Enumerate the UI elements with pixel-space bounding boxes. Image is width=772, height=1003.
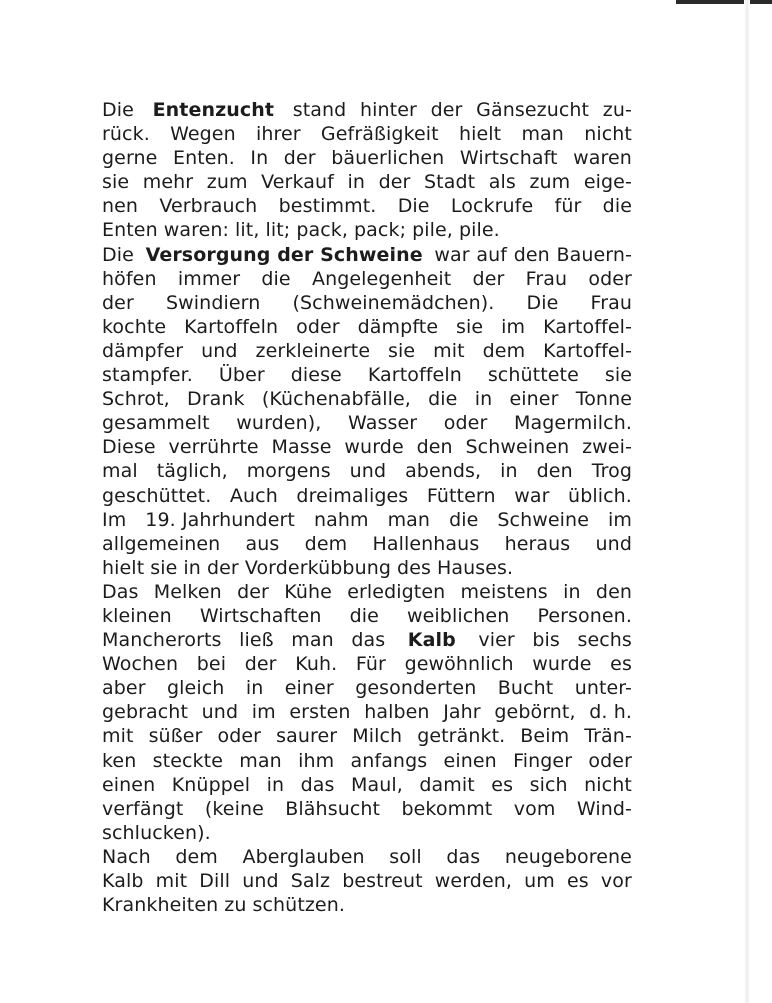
word: 19. Jahrhundert <box>145 508 295 531</box>
word: hinter <box>360 99 417 121</box>
word: kochte <box>102 315 167 338</box>
word: Kuh. <box>295 653 338 676</box>
word: Nach <box>102 845 151 868</box>
text-line <box>102 508 632 532</box>
word: Über <box>218 364 265 387</box>
word: nahm <box>313 508 369 531</box>
word: sie <box>388 339 416 362</box>
word: Für <box>355 653 386 676</box>
bold-term: Versorgung der Schweine <box>145 243 423 266</box>
word: verfängt <box>102 797 184 820</box>
word: und <box>349 460 387 483</box>
word: man <box>291 629 334 652</box>
word: (Küchenabfälle, <box>261 388 411 411</box>
word: und <box>595 532 632 555</box>
word: im <box>251 701 276 724</box>
text-line <box>102 532 632 556</box>
word: in <box>347 171 366 194</box>
word: stand <box>292 99 347 121</box>
word: in <box>500 460 518 483</box>
word: Tonne <box>575 388 632 411</box>
word: waren: <box>163 219 230 242</box>
word: unter- <box>574 677 632 700</box>
word: zwei- <box>582 436 632 459</box>
word: sie <box>150 556 178 579</box>
word: pack, <box>296 219 349 242</box>
word: Kalb <box>102 870 144 892</box>
word: der <box>472 267 505 290</box>
text-line <box>102 893 632 917</box>
word: gebörnt, <box>494 701 576 724</box>
document-body <box>102 98 632 917</box>
word: den <box>416 436 453 459</box>
word: oder <box>588 267 632 290</box>
word: dämpfer <box>102 339 184 362</box>
word: allgemeinen <box>102 532 221 555</box>
word: die <box>449 508 479 531</box>
word: bei <box>196 653 227 676</box>
word: Im <box>102 508 127 531</box>
word: Auch <box>229 484 278 507</box>
word: als <box>488 171 516 194</box>
word: gerne <box>102 147 158 170</box>
word: Die <box>102 99 134 121</box>
bold-term: Kalb <box>407 629 456 652</box>
word: Salz <box>290 870 331 892</box>
word: in <box>245 677 264 700</box>
word: um <box>524 870 555 892</box>
word: vom <box>513 797 556 820</box>
word: pile. <box>458 219 500 242</box>
text-line <box>102 773 632 797</box>
word: der <box>206 556 239 579</box>
word: einer <box>509 388 559 411</box>
word: rück. <box>102 123 150 146</box>
word: es <box>491 773 514 796</box>
word: mit <box>102 725 134 748</box>
word: Kartoffel- <box>543 315 632 338</box>
word: nicht <box>584 123 632 146</box>
word: Mancherorts <box>102 629 222 652</box>
word: für <box>554 195 582 218</box>
word: Magermilch. <box>514 412 632 435</box>
word: dem <box>175 845 218 868</box>
word: Beim <box>520 725 570 748</box>
text-line <box>102 98 632 122</box>
word: gesammelt <box>102 412 210 435</box>
word: Enten. <box>173 147 235 170</box>
word: Die <box>102 243 134 266</box>
word: (keine <box>204 797 264 820</box>
word: zu <box>224 894 247 917</box>
word: der <box>430 99 463 121</box>
word: saurer <box>276 725 338 748</box>
word: Wirtschaften <box>199 604 322 627</box>
word: dem <box>304 532 348 555</box>
word: getränkt. <box>417 725 506 748</box>
word: ihm <box>298 749 335 772</box>
word: der <box>102 291 134 314</box>
word: und <box>201 701 239 724</box>
text-line <box>102 845 632 869</box>
word: Swindiern <box>166 291 261 314</box>
word: im <box>501 315 526 338</box>
word: halben <box>364 701 430 724</box>
word: aber <box>102 677 146 700</box>
word: geschüttet. <box>102 484 212 507</box>
word: verrührte <box>168 436 259 459</box>
word: neugeborene <box>504 845 632 868</box>
word: man <box>521 123 564 146</box>
word: in <box>563 580 581 603</box>
word: ihrer <box>255 123 301 146</box>
word: Kartoffel- <box>543 339 632 362</box>
word: gleich <box>167 677 225 700</box>
word: des <box>397 556 431 579</box>
word: üblich. <box>568 484 632 507</box>
word: zerkleinerte <box>255 339 371 362</box>
word: Diese <box>102 436 156 459</box>
word: vor <box>600 870 632 892</box>
word: sechs <box>577 629 632 652</box>
text-line <box>102 387 632 411</box>
word: stampfer. <box>102 364 193 387</box>
text-line <box>102 797 632 821</box>
word: Hallenhaus <box>372 532 480 555</box>
word: gewöhnlich <box>404 653 514 676</box>
word: oder <box>217 725 262 748</box>
text-line <box>102 315 632 339</box>
word: den <box>513 243 550 266</box>
text-line <box>102 122 632 146</box>
word: Jahr <box>443 701 481 724</box>
word: in <box>266 773 285 796</box>
text-line <box>102 604 632 628</box>
word: war <box>434 243 470 266</box>
word: in <box>183 556 201 579</box>
word: meistens <box>460 580 548 603</box>
word: der <box>237 580 269 603</box>
word: waren <box>573 147 632 170</box>
word: Frau <box>525 267 568 290</box>
word: den <box>595 580 632 603</box>
word: abends, <box>405 460 482 483</box>
word: Aberglauben <box>242 845 365 868</box>
text-line <box>102 556 632 580</box>
word: werden, <box>434 870 513 892</box>
word: gesonderten <box>355 677 477 700</box>
word: erledigten <box>347 580 446 603</box>
text-line <box>102 628 632 652</box>
word: mehr <box>142 171 194 194</box>
word: oder <box>443 412 488 435</box>
word: die <box>428 388 458 411</box>
word: Füttern <box>426 484 496 507</box>
word: hielt <box>102 556 145 579</box>
word: wurde <box>344 436 404 459</box>
word: damit <box>419 773 475 796</box>
word: Frau <box>590 291 632 314</box>
word: wurde <box>532 653 592 676</box>
word: höfen <box>102 267 157 290</box>
word: sich <box>529 773 568 796</box>
word: Wasser <box>348 412 418 435</box>
word: süßer <box>148 725 203 748</box>
text-line <box>102 194 632 218</box>
text-line <box>102 821 632 845</box>
word: auf <box>476 243 508 266</box>
word: Wochen <box>102 653 179 676</box>
word: schüttete <box>487 364 579 387</box>
word: das <box>351 629 386 652</box>
word: Stadt <box>424 171 476 194</box>
word: Die <box>526 291 559 314</box>
bold-term: Entenzucht <box>152 99 275 121</box>
word: Schweine <box>497 508 589 531</box>
word: schützen. <box>252 894 346 917</box>
word: ken <box>102 749 137 772</box>
word: man <box>387 508 431 531</box>
word: und <box>201 339 238 362</box>
word: die <box>602 195 632 218</box>
word: anfangs <box>350 749 428 772</box>
word: Die <box>397 195 430 218</box>
word: In <box>250 147 269 170</box>
word: Vorderkübbung <box>244 556 392 579</box>
word: wurden), <box>236 412 322 435</box>
word: ersten <box>289 701 351 724</box>
word: Personen. <box>537 604 632 627</box>
word: sie <box>102 171 130 194</box>
word: Bucht <box>497 677 554 700</box>
word: Schrot, <box>102 388 170 411</box>
word: zu- <box>602 99 632 121</box>
word: d. h. <box>589 701 632 724</box>
text-line <box>102 363 632 387</box>
text-line <box>102 435 632 459</box>
word: mit <box>155 870 188 892</box>
word: im <box>607 508 632 531</box>
word: Kartoffeln <box>367 364 462 387</box>
word: Blähsucht <box>285 797 381 820</box>
word: einen <box>102 773 156 796</box>
text-line <box>102 267 632 291</box>
text-line <box>102 580 632 604</box>
word: einer <box>284 677 334 700</box>
text-line <box>102 339 632 363</box>
word: man <box>239 749 282 772</box>
word: mit <box>433 339 465 362</box>
word: immer <box>177 267 241 290</box>
word: eige- <box>583 171 632 194</box>
word: gebracht <box>102 701 189 724</box>
word: vier <box>478 629 515 652</box>
word: täglich, <box>156 460 228 483</box>
word: pack; <box>354 219 407 242</box>
word: Kartoffeln <box>184 315 279 338</box>
word: sie <box>604 364 632 387</box>
word: Das <box>102 580 139 603</box>
word: Melken <box>153 580 222 603</box>
word: morgens <box>246 460 331 483</box>
word: nicht <box>584 773 632 796</box>
text-line <box>102 243 632 267</box>
word: bäuerlichen <box>331 147 445 170</box>
word: lit, <box>235 219 260 242</box>
text-line <box>102 459 632 483</box>
text-line <box>102 146 632 170</box>
word: zum <box>206 171 248 194</box>
word: Masse <box>271 436 332 459</box>
word: dämpfte <box>357 315 439 338</box>
word: Angelegenheit <box>311 267 452 290</box>
word: Maul, <box>350 773 403 796</box>
word: Bauern- <box>556 243 632 266</box>
word: (Schweinemädchen). <box>292 291 495 314</box>
text-line <box>102 700 632 724</box>
scan-edge-shadow <box>744 0 750 1003</box>
word: die <box>349 604 379 627</box>
word: lit; <box>265 219 291 242</box>
word: soll <box>389 845 422 868</box>
word: Milch <box>352 725 403 748</box>
word: weiblichen <box>407 604 510 627</box>
word: Hauses. <box>437 556 514 579</box>
word: bis <box>532 629 560 652</box>
text-line <box>102 652 632 676</box>
word: mal <box>102 460 138 483</box>
word: schlucken). <box>102 821 211 844</box>
word: Drank <box>187 388 245 411</box>
word: war <box>514 484 550 507</box>
word: nen <box>102 195 139 218</box>
word: steckte <box>152 749 223 772</box>
word: und <box>242 870 279 892</box>
text-line <box>102 170 632 194</box>
word: der <box>283 147 316 170</box>
word: Verbrauch <box>159 195 258 218</box>
word: Dill <box>199 870 231 892</box>
word: Schweinen <box>465 436 570 459</box>
text-line <box>102 869 632 893</box>
scan-edge-mark <box>676 0 772 4</box>
word: aus <box>245 532 280 555</box>
text-line <box>102 291 632 315</box>
word: Enten <box>102 219 158 242</box>
word: dreimaliges <box>296 484 409 507</box>
text-line <box>102 676 632 700</box>
word: dem <box>482 339 526 362</box>
word: oder <box>296 315 340 338</box>
word: hielt <box>458 123 502 146</box>
word: bekommt <box>401 797 493 820</box>
text-line <box>102 724 632 748</box>
word: die <box>261 267 291 290</box>
word: einen <box>443 749 497 772</box>
word: Knüppel <box>171 773 251 796</box>
text-line <box>102 411 632 435</box>
word: Kühe <box>284 580 332 603</box>
word: ließ <box>239 629 274 652</box>
word: es <box>610 653 632 676</box>
word: sie <box>456 315 484 338</box>
word: Gefräßigkeit <box>320 123 439 146</box>
word: bestreut <box>342 870 423 892</box>
word: diese <box>290 364 342 387</box>
word: das <box>300 773 335 796</box>
word: der <box>378 171 411 194</box>
word: pile, <box>412 219 453 242</box>
word: heraus <box>504 532 571 555</box>
text-line <box>102 218 632 242</box>
word: Wegen <box>170 123 236 146</box>
word: Verkauf <box>261 171 334 194</box>
word: bestimmt. <box>278 195 377 218</box>
text-line <box>102 484 632 508</box>
word: der <box>244 653 277 676</box>
word: zum <box>529 171 571 194</box>
word: Finger <box>513 749 573 772</box>
word: Wind- <box>576 797 632 820</box>
word: Wirtschaft <box>459 147 558 170</box>
text-line <box>102 749 632 773</box>
word: kleinen <box>102 604 172 627</box>
word: in <box>474 388 493 411</box>
word: das <box>446 845 481 868</box>
word: oder <box>588 749 632 772</box>
word: Trog <box>591 460 632 483</box>
word: Gänsezucht <box>476 99 590 121</box>
word: den <box>536 460 573 483</box>
word: Lockrufe <box>450 195 534 218</box>
word: Krankheiten <box>102 894 219 917</box>
word: Trän- <box>584 725 632 748</box>
word: es <box>567 870 589 892</box>
